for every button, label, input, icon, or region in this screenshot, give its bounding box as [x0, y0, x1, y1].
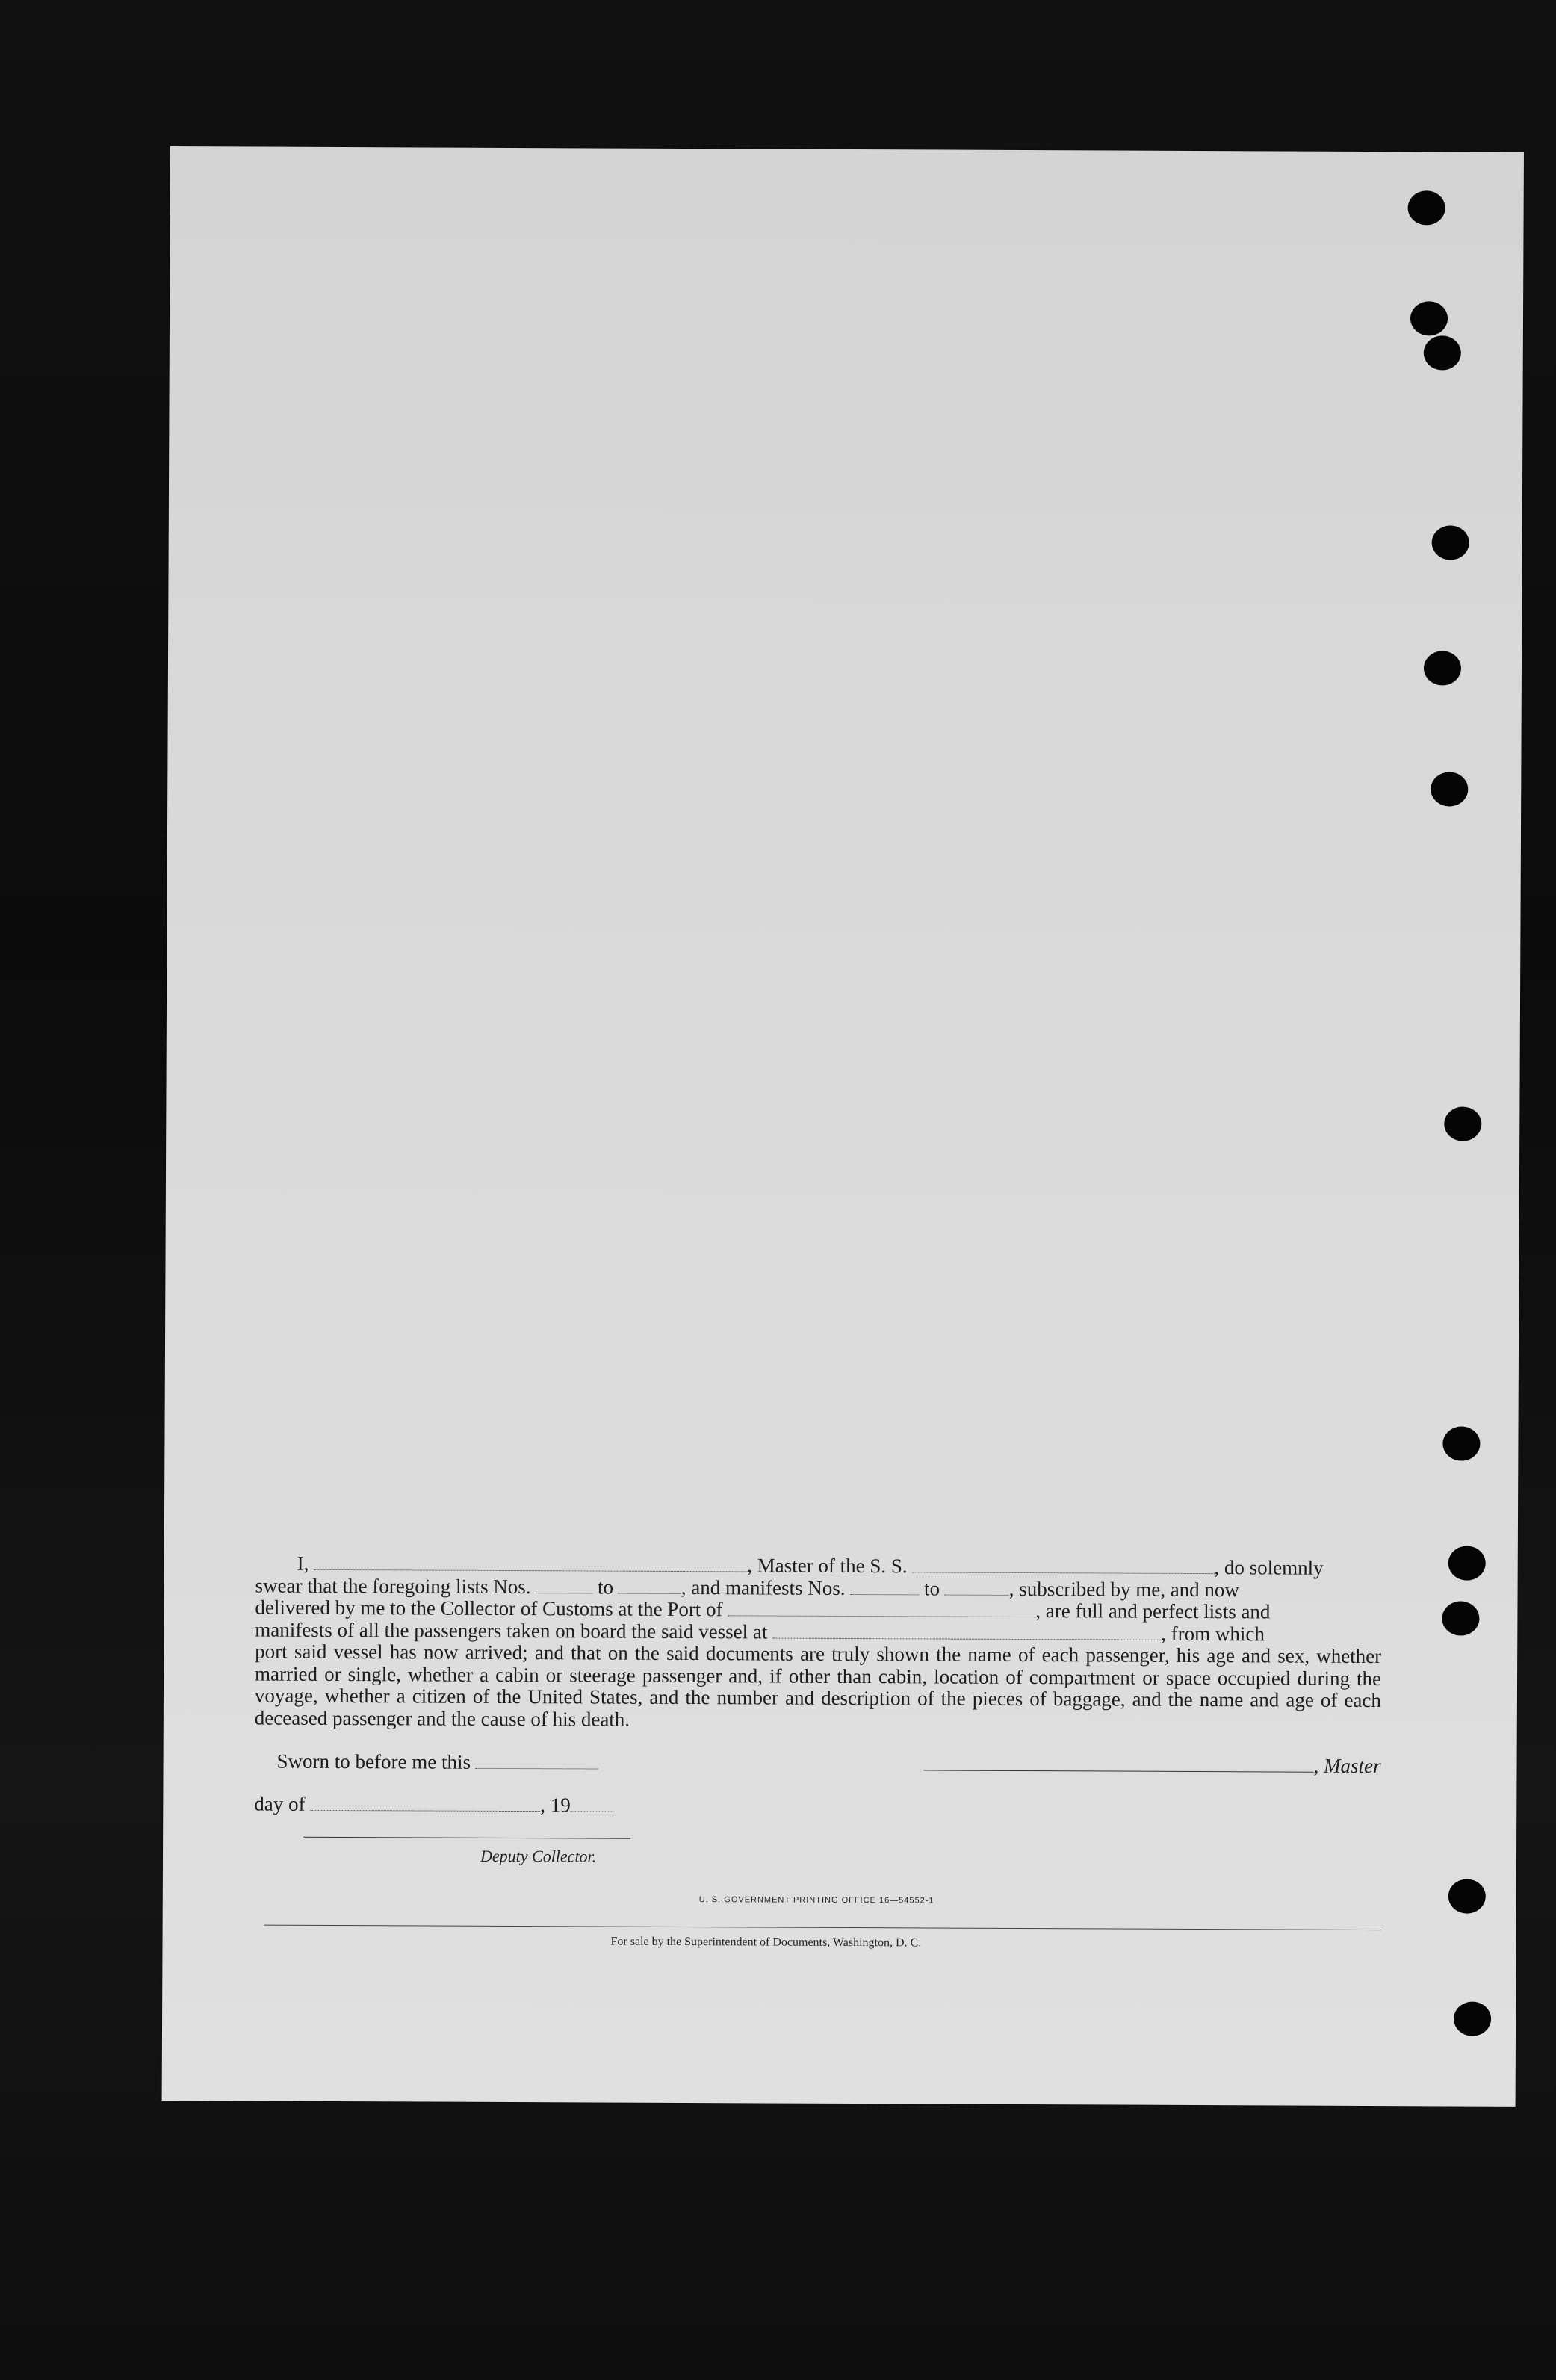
binder-hole [1444, 1106, 1481, 1141]
binder-hole [1448, 1546, 1486, 1580]
oath-text-fragment: delivered by me to the Collector of Customs at the Port of [255, 1596, 728, 1621]
vessel-name-blank [912, 1558, 1214, 1574]
binder-hole [1448, 1879, 1486, 1913]
sworn-day-blank [476, 1755, 598, 1770]
master-signature-line [924, 1756, 1314, 1772]
oath-text-fragment: , from which [1161, 1622, 1265, 1645]
lists-from-blank [536, 1579, 592, 1593]
date-row [254, 1793, 614, 1817]
sworn-statement [276, 1750, 598, 1775]
oath-text-fragment: , subscribed by me, and now [1008, 1577, 1240, 1601]
oath-text-fragment: , Master of the S. S. [747, 1554, 913, 1578]
binder-hole [1454, 2002, 1491, 2036]
master-name-blank [314, 1556, 747, 1572]
deputy-signature-line [303, 1837, 630, 1839]
oath-body: port said vessel has now arrived; and that on the said documents are truly shown the name of each passenger, his age and sex, whether married or single, whether a cabin or steerage passenger and, if other than cabin, location of compartment or space occupied during the voyage, whether a citizen of the United States, and the number and description of the pieces of baggage, and the name and age of each deceased passenger and the cause of his death. [254, 1640, 1382, 1731]
binder-hole [1424, 335, 1461, 370]
binder-hole [1442, 1601, 1479, 1635]
month-blank [310, 1797, 540, 1812]
binder-hole [1431, 772, 1468, 806]
manifests-to-blank [945, 1581, 1009, 1595]
year-label: , 19 [540, 1794, 571, 1817]
departure-port-blank [772, 1624, 1161, 1640]
binder-hole [1424, 651, 1461, 685]
binder-hole [1432, 525, 1469, 560]
port-blank [728, 1602, 1035, 1617]
oath-text-fragment: , and manifests Nos. [681, 1575, 851, 1599]
manifests-from-blank [850, 1580, 919, 1594]
binder-hole [1410, 301, 1448, 335]
for-sale-notice: For sale by the Superintendent of Documents, Washington, D. C. [610, 1935, 922, 1950]
deputy-collector-label: Deputy Collector. [480, 1846, 597, 1866]
document-sheet [162, 146, 1524, 2107]
year-blank [571, 1797, 614, 1812]
oath-text [255, 1553, 1382, 1735]
oath-text-fragment: I, [297, 1552, 314, 1575]
oath-text-fragment: to [919, 1576, 945, 1600]
sworn-label: Sworn to before me this [276, 1750, 471, 1773]
day-of-label: day of [254, 1792, 306, 1815]
printer-imprint: U. S. GOVERNMENT PRINTING OFFICE 16—54552-1 [698, 1895, 934, 1906]
oath-text-fragment: swear that the foregoing lists Nos. [255, 1574, 536, 1598]
lists-to-blank [619, 1579, 681, 1593]
master-signature [923, 1753, 1380, 1778]
binder-hole [1408, 190, 1445, 225]
oath-text-fragment: to [592, 1575, 619, 1599]
footer-rule [264, 1925, 1382, 1931]
sworn-row [254, 1750, 1380, 1781]
master-label: , Master [1313, 1754, 1381, 1778]
binder-hole [1442, 1426, 1480, 1460]
oath-text-fragment: , are full and perfect lists and [1035, 1599, 1271, 1623]
oath-text-fragment: , do solemnly [1214, 1556, 1324, 1579]
oath-text-fragment: manifests of all the passengers taken on board the said vessel at [255, 1618, 773, 1643]
